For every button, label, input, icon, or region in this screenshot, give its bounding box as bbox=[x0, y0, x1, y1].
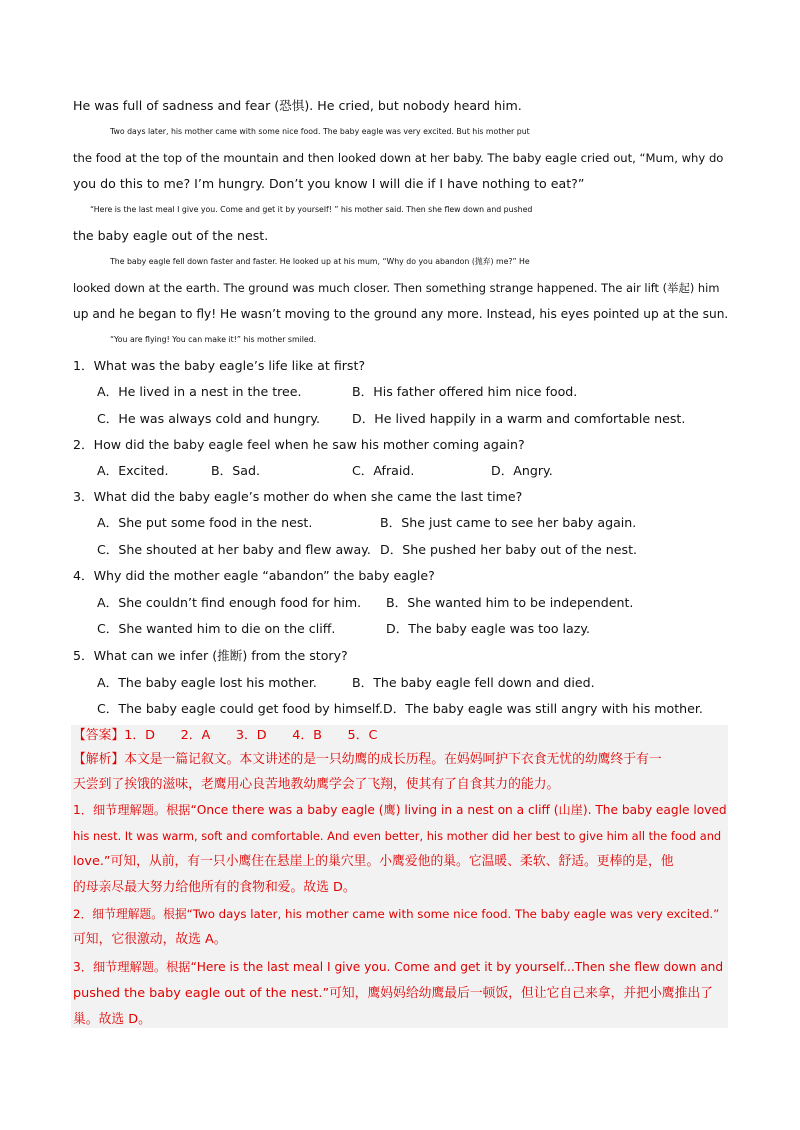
q3-option-d: D．She pushed her baby out of the nest. bbox=[380, 542, 638, 557]
q2-option-b: B．Sad. bbox=[211, 463, 260, 478]
q1-option-d: D．He lived happily in a warm and comfortable nest. bbox=[352, 411, 686, 426]
q3-option-c: C．She shouted at her baby and flew away. bbox=[97, 542, 371, 557]
q4-option-d: D．The baby eagle was too lazy. bbox=[386, 621, 591, 636]
q5-option-c: C．The baby eagle could get food by himself. bbox=[97, 701, 383, 716]
passage-line: the food at the top of the mountain and then looked down at her baby. The baby eagle cried out, “Mum, why do bbox=[73, 151, 724, 165]
question-1: 1．What was the baby eagle’s life like at first? bbox=[73, 358, 366, 373]
passage-line: “Here is the last meal I give you. Come and get it by yourself! ” his mother said. Then she flew down and pushed bbox=[90, 205, 533, 214]
q3-option-a: A．She put some food in the nest. bbox=[97, 515, 313, 530]
analysis-line: 2．细节理解题。根据“Two days later, his mother came with some nice food. The baby eagle was very excited.” bbox=[73, 907, 720, 921]
analysis-line: 的母亲尽最大努力给他所有的食物和爱。故选 D。 bbox=[73, 880, 356, 895]
question-5: 5．What can we infer (推断) from the story? bbox=[73, 648, 348, 663]
q2-option-c: C．Afraid. bbox=[352, 463, 415, 478]
q1-option-b: B．His father offered him nice food. bbox=[352, 384, 578, 399]
passage-line: looked down at the earth. The ground was much closer. Then something strange happened. The air lift (举起) him bbox=[73, 281, 720, 295]
question-2: 2．How did the baby eagle feel when he saw his mother coming again? bbox=[73, 437, 525, 452]
q4-option-a: A．She couldn’t find enough food for him. bbox=[97, 595, 362, 610]
q4-option-c: C．She wanted him to die on the cliff. bbox=[97, 621, 336, 636]
analysis-line: 【解析】本文是一篇记叙文。本文讲述的是一只幼鹰的成长历程。在妈妈呵护下衣食无忧的幼鹰终于有一 bbox=[73, 752, 662, 767]
analysis-line: 1．细节理解题。根据“Once there was a baby eagle (鹰) living in a nest on a cliff (山崖). The baby eagle loved bbox=[73, 803, 727, 817]
analysis-line: pushed the baby eagle out of the nest.”可知，鹰妈妈给幼鹰最后一顿饭，但让它自己来拿，并把小鹰推出了 bbox=[73, 986, 713, 1001]
q3-option-b: B．She just came to see her baby again. bbox=[380, 515, 637, 530]
q5-option-d: D．The baby eagle was still angry with his mother. bbox=[383, 701, 703, 716]
passage-line: “You are flying! You can make it!” his mother smiled. bbox=[110, 335, 317, 344]
q5-option-b: B．The baby eagle fell down and died. bbox=[352, 675, 595, 690]
q2-option-d: D．Angry. bbox=[491, 463, 553, 478]
analysis-line: 天尝到了挨饿的滋味，老鹰用心良苦地教幼鹰学会了飞翔，使其有了自食其力的能力。 bbox=[73, 777, 560, 792]
analysis-line: 可知，它很激动，故选 A。 bbox=[73, 932, 227, 947]
passage-line: up and he began to fly! He wasn’t moving to the ground any more. Instead, his eyes pointed up at the sun. bbox=[73, 307, 729, 321]
question-3: 3．What did the baby eagle’s mother do when she came the last time? bbox=[73, 489, 523, 504]
q2-option-a: A．Excited. bbox=[97, 463, 169, 478]
q1-option-a: A．He lived in a nest in the tree. bbox=[97, 384, 302, 399]
analysis-line: his nest. It was warm, soft and comfortable. And even better, his mother did her best to give him all the food and bbox=[73, 829, 722, 843]
answer-key: 【答案】1．D 2．A 3．D 4．B 5．C bbox=[73, 728, 378, 743]
q5-option-a: A．The baby eagle lost his mother. bbox=[97, 675, 317, 690]
passage-line: The baby eagle fell down faster and faster. He looked up at his mum, “Why do you abandon (抛弃) me?” He bbox=[110, 257, 530, 266]
q4-option-b: B．She wanted him to be independent. bbox=[386, 595, 634, 610]
passage-line: Two days later, his mother came with some nice food. The baby eagle was very excited. But his mother put bbox=[110, 127, 530, 136]
question-4: 4．Why did the mother eagle “abandon” the baby eagle? bbox=[73, 568, 435, 583]
answer-section-background bbox=[71, 725, 728, 1028]
passage-line: you do this to me? I’m hungry. Don’t you know I will die if I have nothing to eat?” bbox=[73, 176, 585, 191]
analysis-line: love.”可知，从前，有一只小鹰住在悬崖上的巢穴里。小鹰爱他的巢。它温暖、柔软、舒适。更棒的是，他 bbox=[73, 854, 674, 869]
passage-line: He was full of sadness and fear (恐惧). He cried, but nobody heard him. bbox=[73, 98, 522, 113]
q1-option-c: C．He was always cold and hungry. bbox=[97, 411, 321, 426]
passage-line: the baby eagle out of the nest. bbox=[73, 228, 269, 243]
analysis-line: 巢。故选 D。 bbox=[73, 1012, 151, 1027]
analysis-line: 3．细节理解题。根据“Here is the last meal I give you. Come and get it by yourself...Then she flew down and bbox=[73, 960, 724, 974]
